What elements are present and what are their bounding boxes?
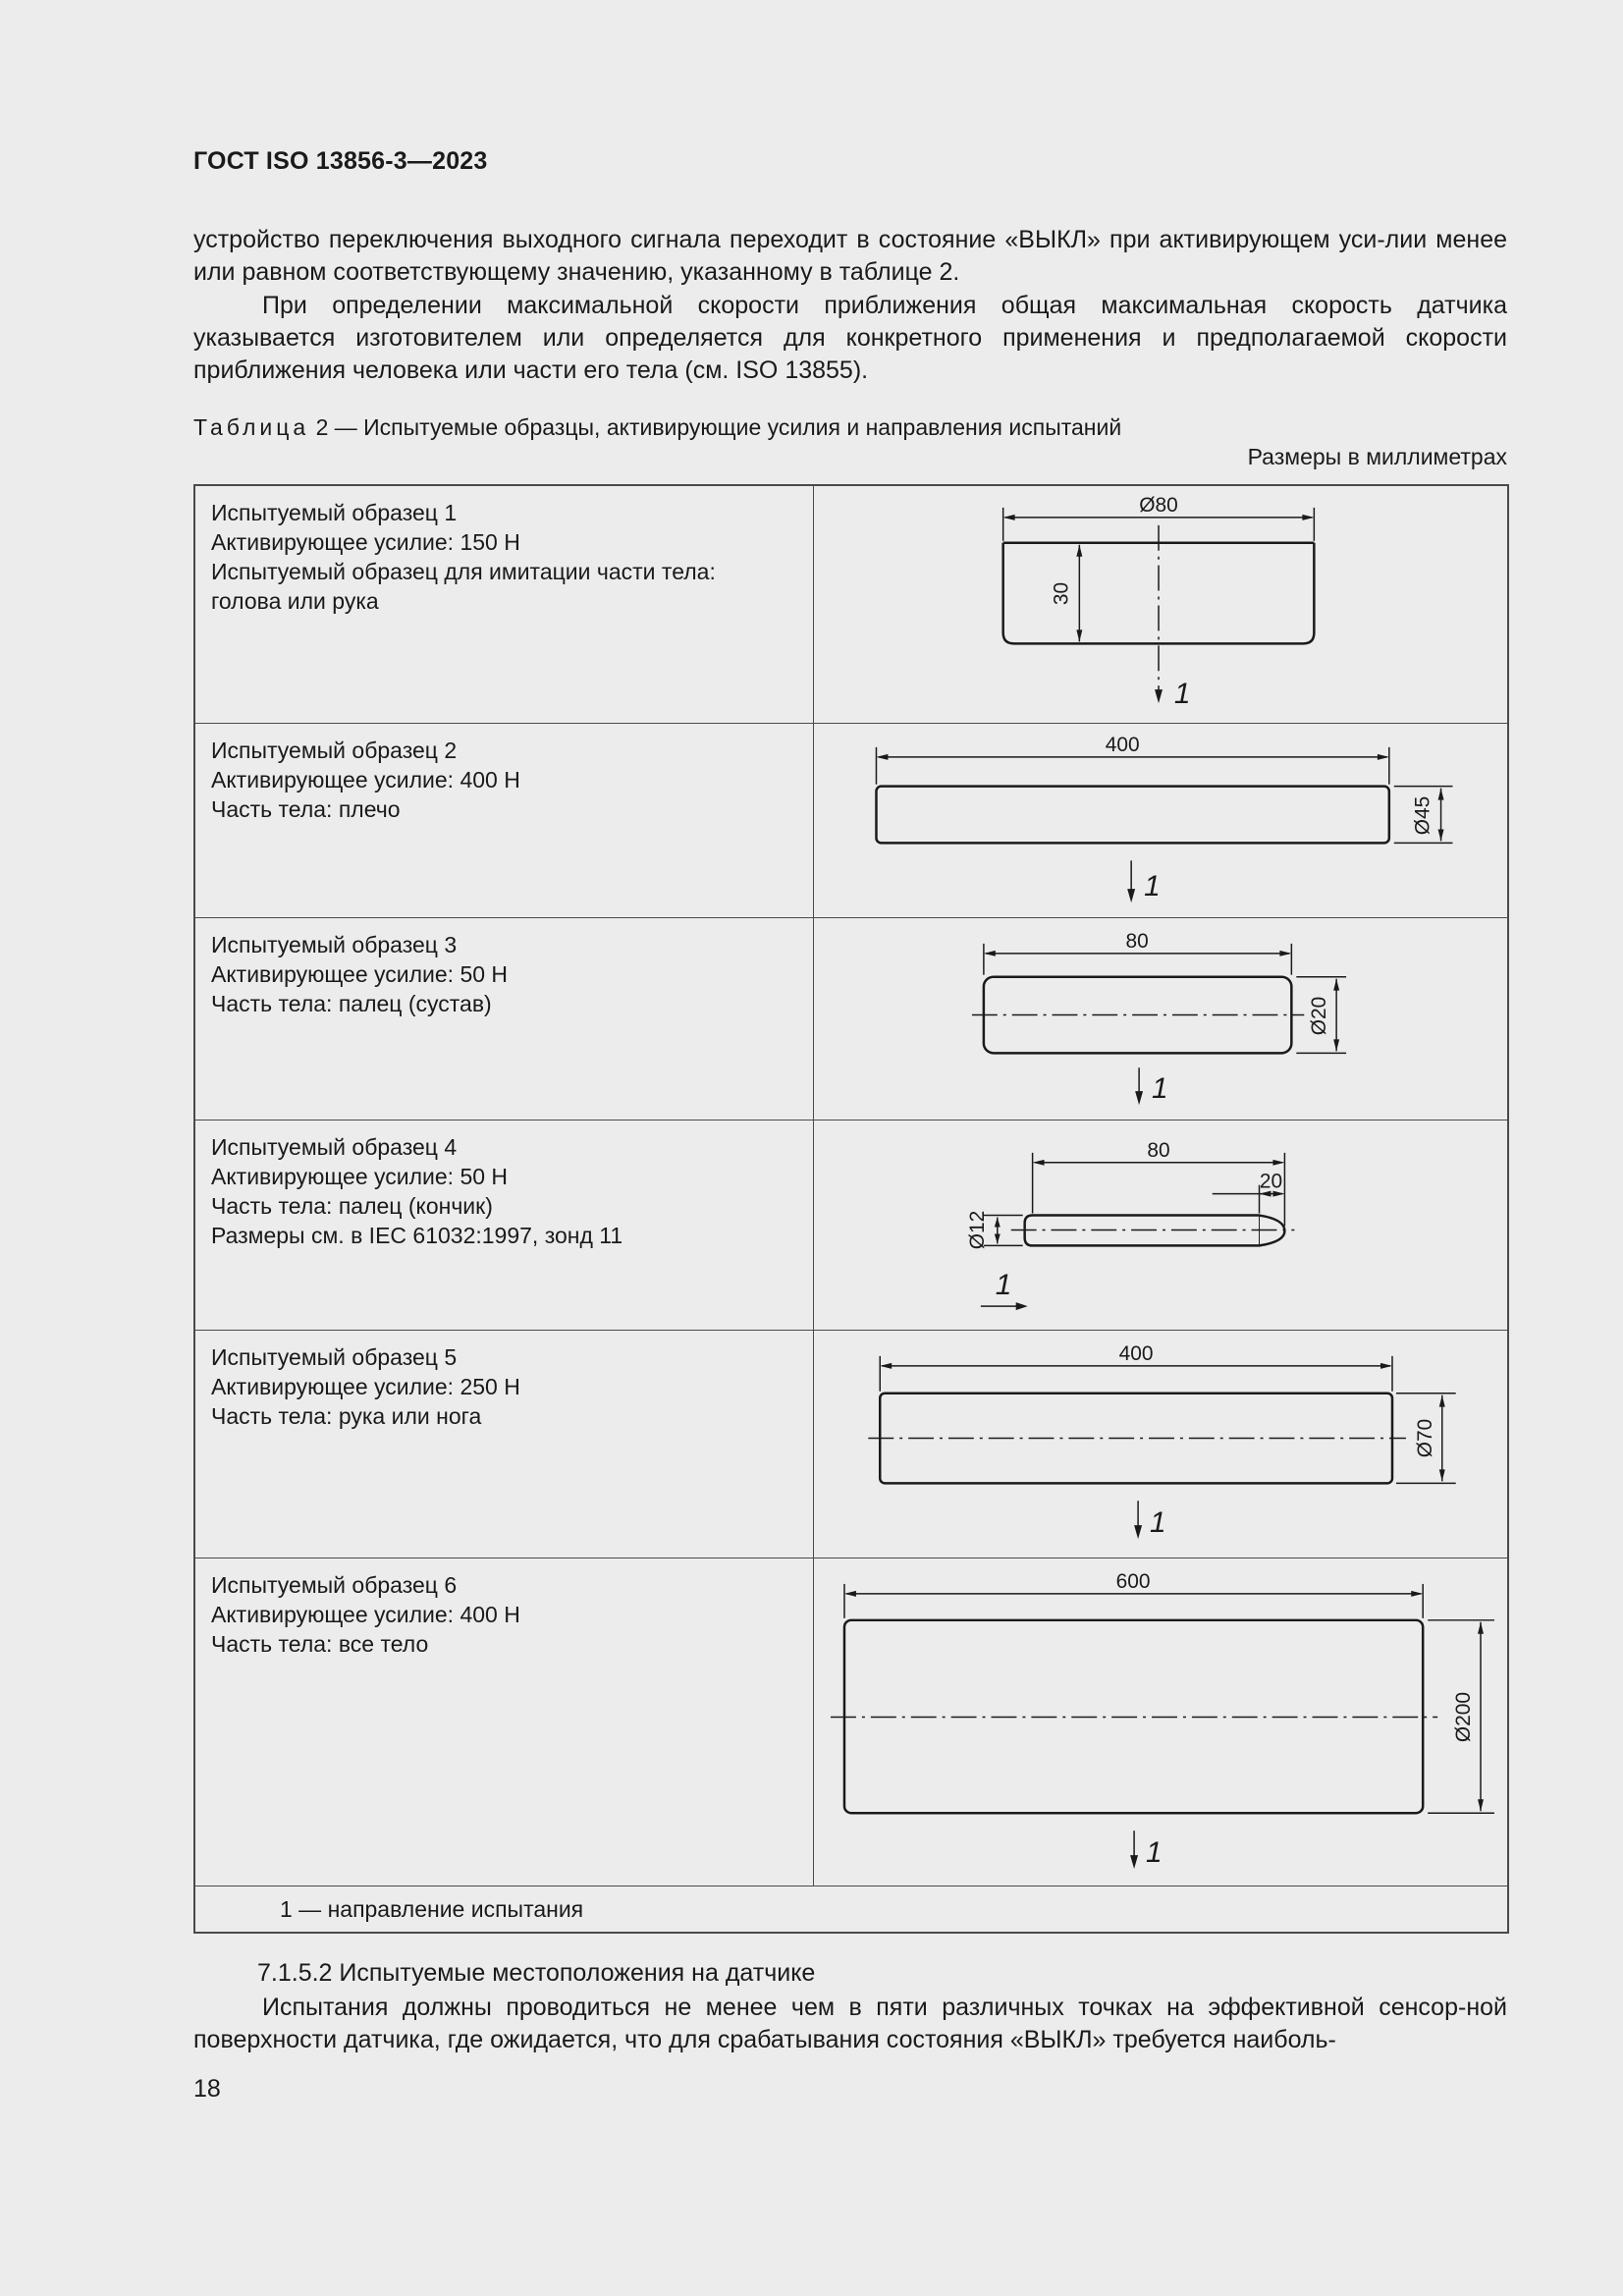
direction-label: 1 [1150, 1506, 1166, 1540]
specimen-description [195, 1121, 814, 1330]
specimen-line: Испытуемый образец 5 [211, 1344, 458, 1370]
specimen-line: Активирующее усилие: 400 Н [211, 767, 520, 793]
dim-length-400: 400 [1105, 733, 1140, 756]
specimen-line: Испытуемый образец 3 [211, 932, 458, 957]
direction-label: 1 [995, 1269, 1012, 1302]
table-caption-prefix: Таблица [193, 414, 310, 440]
table-caption-text: 2 — Испытуемые образцы, активирующие усилия и направления испытаний [309, 414, 1122, 440]
specimen-line: Испытуемый образец 2 [211, 738, 458, 763]
dim-diameter-12: Ø12 [965, 1210, 989, 1250]
specimen-line: Активирующее усилие: 400 Н [211, 1602, 520, 1627]
specimen-description [195, 918, 814, 1120]
table-row [195, 1331, 1507, 1558]
specimen-line: Активирующее усилие: 50 Н [211, 961, 509, 987]
specimen-line: Активирующее усилие: 250 Н [211, 1374, 520, 1399]
specimen-6-drawing [814, 1558, 1509, 1886]
specimen-description [195, 724, 814, 917]
specimen-line: Часть тела: плечо [211, 796, 401, 822]
specimen-description [195, 486, 814, 723]
specimen-line: Часть тела: все тело [211, 1631, 429, 1657]
specimen-description [195, 1331, 814, 1558]
direction-label: 1 [1144, 870, 1161, 903]
section-heading: 7.1.5.2 Испытуемые местоположения на датчике [257, 1959, 816, 1987]
specimen-drawing [814, 1558, 1507, 1886]
dim-length-80: 80 [1147, 1138, 1170, 1162]
document-header: ГОСТ ISO 13856-3—2023 [193, 147, 488, 175]
specimen-table [193, 484, 1509, 1934]
specimen-line: Испытуемый образец для имитации части тела: [211, 559, 716, 584]
specimen-drawing [814, 486, 1507, 723]
dim-diameter-80: Ø80 [1139, 493, 1178, 517]
specimen-description [195, 1558, 814, 1886]
specimen-line: Активирующее усилие: 150 Н [211, 529, 520, 555]
table-footnote: 1 — направление испытания [280, 1896, 584, 1922]
dim-height-30: 30 [1050, 581, 1073, 606]
direction-label: 1 [1152, 1072, 1168, 1106]
dim-diameter-70: Ø70 [1413, 1418, 1436, 1458]
specimen-drawing [814, 1331, 1507, 1558]
dim-diameter-20: Ø20 [1308, 996, 1331, 1036]
specimen-4-drawing [814, 1121, 1509, 1330]
specimen-drawing [814, 1121, 1507, 1330]
specimen-line: Активирующее усилие: 50 Н [211, 1164, 509, 1189]
specimen-drawing [814, 724, 1507, 917]
specimen-2-drawing [814, 724, 1509, 917]
specimen-line: Испытуемый образец 6 [211, 1572, 458, 1598]
page-number: 18 [193, 2075, 221, 2103]
table-footnote-row [195, 1886, 1507, 1934]
specimen-line: Испытуемый образец 1 [211, 500, 458, 525]
specimen-1-drawing [814, 486, 1509, 723]
direction-label: 1 [1173, 678, 1191, 711]
dim-diameter-45: Ø45 [1411, 795, 1434, 836]
specimen-line: Испытуемый образец 4 [211, 1134, 458, 1160]
dim-diameter-200: Ø200 [1452, 1691, 1476, 1743]
specimen-line: Размеры см. в IEC 61032:1997, зонд 11 [211, 1223, 623, 1248]
table-row [195, 1558, 1507, 1886]
specimen-line: Часть тела: палец (сустав) [211, 991, 492, 1016]
table-row [195, 1121, 1507, 1331]
specimen-5-drawing [814, 1331, 1509, 1558]
intro-paragraph-2: При определении максимальной скорости приближения общая максимальная скорость датчика указывается изготовителем или определяется для конкретного применения и предполагаемой скорости приближения человека или части его тела (см. ISO 13855). [193, 292, 1507, 384]
specimen-3-drawing [814, 918, 1509, 1120]
specimen-line: Часть тела: палец (кончик) [211, 1193, 493, 1219]
dim-length-400: 400 [1118, 1341, 1154, 1365]
dim-length-80: 80 [1125, 929, 1149, 953]
table-caption [193, 414, 1121, 441]
dim-tip-20: 20 [1259, 1170, 1283, 1193]
dim-length-600: 600 [1115, 1569, 1151, 1593]
direction-label: 1 [1146, 1836, 1163, 1870]
intro-paragraph-1: устройство переключения выходного сигнала переходит в состояние «ВЫКЛ» при активирующем уси-лии менее или равном соответствующему значению, указанному в таблице 2. [193, 226, 1507, 286]
table-units: Размеры в миллиметрах [1247, 444, 1507, 469]
section-paragraph: Испытания должны проводиться не менее чем в пяти различных точках на эффективной сенсор-ной поверхности датчика, где ожидается, что для срабатывания состояния «ВЫКЛ» требуется наиболь- [193, 1994, 1507, 2053]
table-row [195, 918, 1507, 1121]
table-row [195, 724, 1507, 918]
specimen-line: голова или рука [211, 588, 379, 614]
specimen-line: Часть тела: рука или нога [211, 1403, 482, 1429]
specimen-drawing [814, 918, 1507, 1120]
table-row [195, 486, 1507, 724]
